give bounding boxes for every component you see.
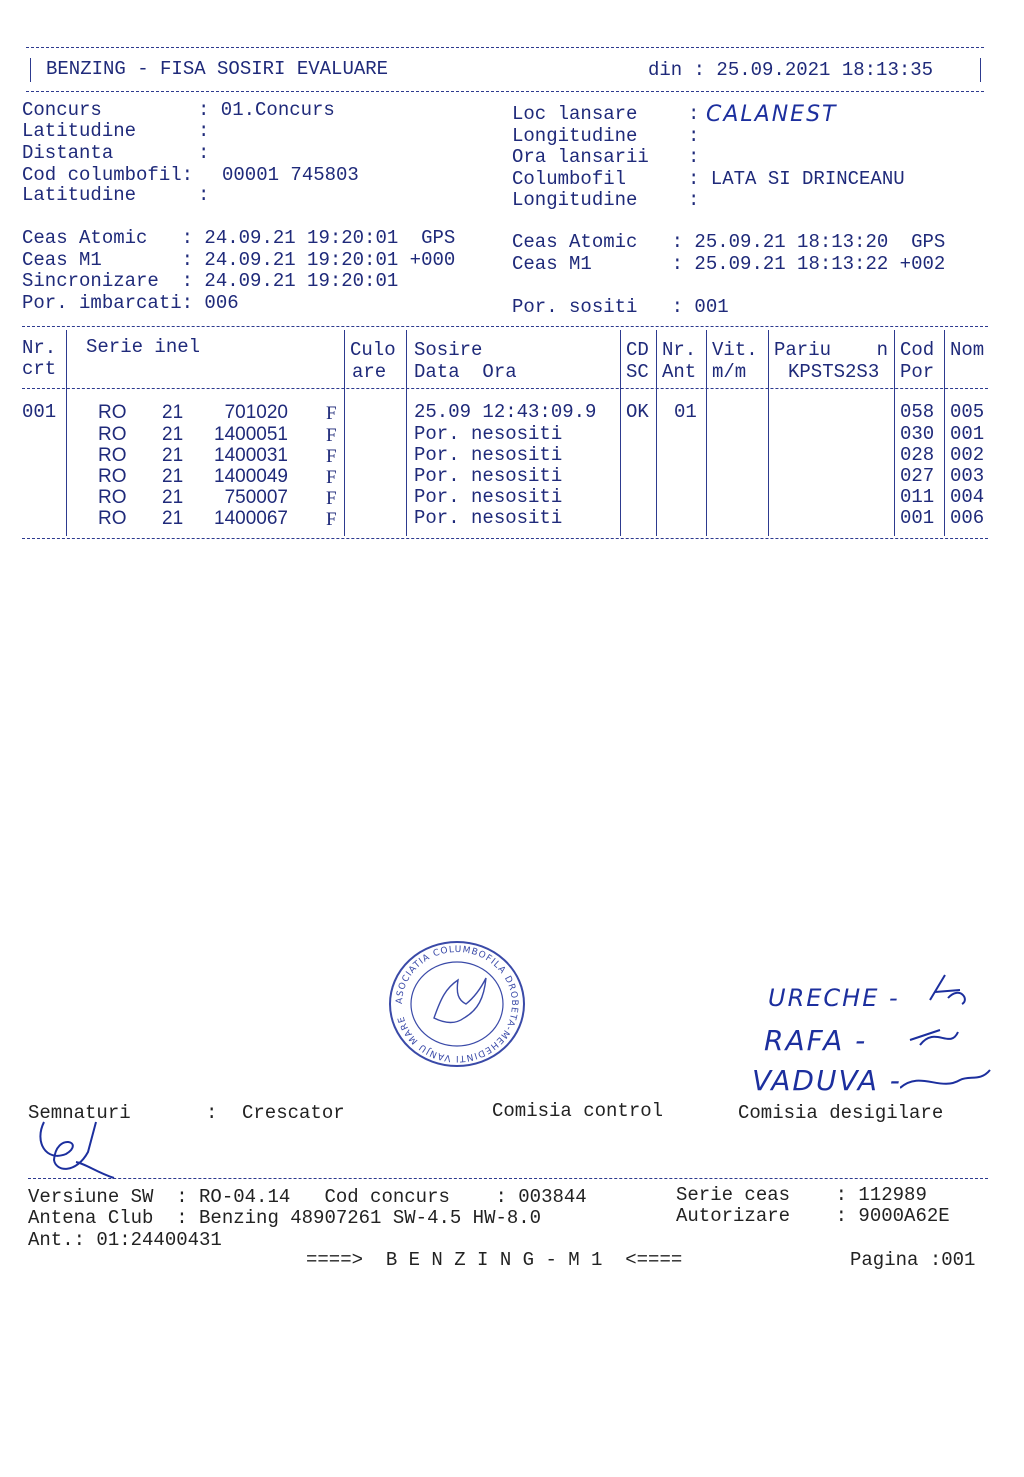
nom: 004	[950, 486, 985, 508]
ring-number: 1400031	[214, 445, 288, 466]
table-top-rule	[22, 326, 988, 327]
th-nr: Nr.	[22, 337, 57, 359]
report-date: din : 25.09.2021 18:13:35	[648, 59, 934, 81]
sosire: Por. nesositi	[414, 465, 563, 487]
antena-club: Antena Club : Benzing 48907261 SW-4.5 HW-8.0	[28, 1207, 542, 1229]
ring-sex: F	[326, 509, 337, 530]
breeder-signature	[26, 1112, 126, 1182]
latitude-colon: :	[198, 120, 210, 142]
th-mm: m/m	[712, 361, 747, 383]
ring-country: RO	[98, 424, 127, 445]
header-left-border	[30, 58, 31, 82]
ring-number: 1400049	[214, 466, 288, 487]
ring-sex: F	[326, 488, 337, 509]
antena-id: Ant.: 01:24400431	[28, 1229, 222, 1251]
nom: 002	[950, 444, 985, 466]
latitude-label: Latitudine	[22, 120, 137, 142]
th-cod: Cod	[900, 339, 935, 361]
report-title: BENZING - FISA SOSIRI EVALUARE	[46, 58, 389, 80]
cod-por: 011	[900, 486, 935, 508]
col-divider	[894, 330, 895, 536]
ring-country: RO	[98, 402, 127, 423]
commission-signatures	[900, 970, 1000, 1102]
autorizare: Autorizare : 9000A62E	[676, 1205, 950, 1227]
footer-rule	[28, 1178, 988, 1179]
th-sosire: Sosire	[414, 339, 483, 361]
crescator-label: Crescator	[242, 1102, 345, 1124]
latitude2-colon: :	[198, 184, 210, 206]
svg-text:ASOCIATIA COLUMBOFILA DROBETA-	[395, 945, 519, 1063]
sosire: Por. nesositi	[414, 486, 563, 508]
handwritten-vaduva: VADUVA -	[752, 1064, 902, 1097]
ring-sex: F	[326, 467, 337, 488]
benzing-banner: ====> B E N Z I N G - M 1 <====	[306, 1249, 683, 1271]
dove-icon	[434, 978, 486, 1023]
th-vit: Vit.	[712, 339, 758, 361]
ring-country: RO	[98, 508, 127, 529]
th-culo: Culo	[350, 339, 396, 361]
longitude2-colon: :	[688, 189, 700, 211]
th-crt: crt	[22, 358, 57, 380]
columbofil-label: Columbofil	[512, 168, 627, 190]
ring-country: RO	[98, 466, 127, 487]
loc-lansare-handwritten: CALANEST	[706, 102, 838, 127]
th-nom: Nom	[950, 339, 985, 361]
th-nr-ant: Nr.	[662, 339, 697, 361]
ceas-atomic-right: Ceas Atomic : 25.09.21 18:13:20 GPS	[512, 231, 946, 253]
distance-colon: :	[198, 142, 210, 164]
ring-year: 21	[162, 487, 184, 508]
th-serie-inel: Serie inel	[86, 336, 201, 358]
col-divider	[406, 330, 407, 536]
handwritten-rafa: RAFA -	[764, 1024, 868, 1057]
longitude2-label: Longitudine	[512, 189, 638, 211]
ceas-atomic-left: Ceas Atomic : 24.09.21 19:20:01 GPS	[22, 227, 456, 249]
ring-sex: F	[326, 425, 337, 446]
nr-ant: 01	[674, 401, 697, 423]
cod-columbofil-value: 00001 745803	[222, 164, 359, 186]
nom: 006	[950, 507, 985, 529]
ceas-m1-left: Ceas M1 : 24.09.21 19:20:01 +000	[22, 249, 456, 271]
ring-sex: F	[326, 446, 337, 467]
association-stamp	[386, 938, 528, 1070]
header-right-border	[980, 58, 981, 82]
ring-number: 1400067	[214, 508, 288, 529]
th-data-ora: Data Ora	[414, 361, 517, 383]
longitude-label: Longitudine	[512, 125, 638, 147]
ora-lansarii-colon: :	[688, 146, 700, 168]
ring-year: 21	[162, 466, 184, 487]
columbofil-value: : LATA SI DRINCEANU	[688, 168, 905, 190]
th-cd: CD	[626, 339, 649, 361]
ring-number: 750007	[224, 487, 288, 508]
th-por: Por	[900, 361, 935, 383]
sosire: 25.09 12:43:09.9	[414, 401, 597, 423]
sosire: Por. nesositi	[414, 444, 563, 466]
th-are: are	[352, 361, 387, 383]
ring-year: 21	[162, 508, 184, 529]
stamp-text: ASOCIATIA COLUMBOFILA DROBETA-MEHEDINTI VANJU MARE	[394, 944, 520, 1064]
sosire: Por. nesositi	[414, 507, 563, 529]
versiune-sw: Versiune SW : RO-04.14 Cod concurs : 003844	[28, 1186, 587, 1208]
ring-country: RO	[98, 445, 127, 466]
ceas-m1-right: Ceas M1 : 25.09.21 18:13:22 +002	[512, 253, 946, 275]
col-divider	[944, 330, 945, 536]
table-bottom-rule	[22, 538, 988, 539]
th-kpsts: KPSTS2S3	[788, 361, 880, 383]
concurs-value: : 01.Concurs	[198, 99, 335, 121]
loc-lansare-colon: :	[688, 103, 700, 125]
page-number: Pagina :001	[850, 1249, 976, 1271]
cod-por: 030	[900, 423, 935, 445]
sincronizare: Sincronizare : 24.09.21 19:20:01	[22, 270, 399, 292]
ora-lansarii-label: Ora lansarii	[512, 146, 649, 168]
ring-number: 701020	[224, 402, 288, 423]
th-pariu: Pariu n	[774, 339, 889, 361]
col-divider	[706, 330, 707, 536]
col-divider	[66, 330, 67, 536]
col-divider	[620, 330, 621, 536]
th-ant: Ant	[662, 361, 697, 383]
nr-crt-value: 001	[22, 401, 57, 423]
header-bottom-rule	[26, 91, 984, 92]
ring-sex: F	[326, 403, 337, 424]
handwritten-ureche: URECHE -	[768, 984, 900, 1012]
loc-lansare-label: Loc lansare	[512, 103, 638, 125]
cod-columbofil-label: Cod columbofil:	[22, 164, 194, 186]
nom: 003	[950, 465, 985, 487]
cod-por: 058	[900, 401, 935, 423]
nom: 001	[950, 423, 985, 445]
distance-label: Distanta	[22, 142, 114, 164]
longitude-colon: :	[688, 125, 700, 147]
serie-ceas: Serie ceas : 112989	[676, 1184, 927, 1206]
cod-por: 027	[900, 465, 935, 487]
ring-year: 21	[162, 402, 184, 423]
sosire: Por. nesositi	[414, 423, 563, 445]
latitude2-label: Latitudine	[22, 184, 137, 206]
semnaturi-colon: :	[206, 1102, 218, 1124]
ring-number: 1400051	[214, 424, 288, 445]
col-divider	[344, 330, 345, 536]
table-header-rule	[22, 388, 988, 389]
comisia-desigilare-label: Comisia desigilare	[738, 1102, 944, 1124]
nom: 005	[950, 401, 985, 423]
ring-year: 21	[162, 445, 184, 466]
cd-sc: OK	[626, 401, 649, 423]
por-sositi: Por. sositi : 001	[512, 296, 729, 318]
cod-por: 028	[900, 444, 935, 466]
cod-por: 001	[900, 507, 935, 529]
ring-year: 21	[162, 424, 184, 445]
col-divider	[768, 330, 769, 536]
header-top-rule	[26, 47, 984, 48]
th-sc: SC	[626, 361, 649, 383]
col-divider	[656, 330, 657, 536]
por-imbarcati: Por. imbarcati: 006	[22, 292, 239, 314]
comisia-control-label: Comisia control	[492, 1100, 664, 1122]
concurs-label: Concurs	[22, 99, 102, 121]
ring-country: RO	[98, 487, 127, 508]
semnaturi-label: Semnaturi	[28, 1102, 131, 1124]
